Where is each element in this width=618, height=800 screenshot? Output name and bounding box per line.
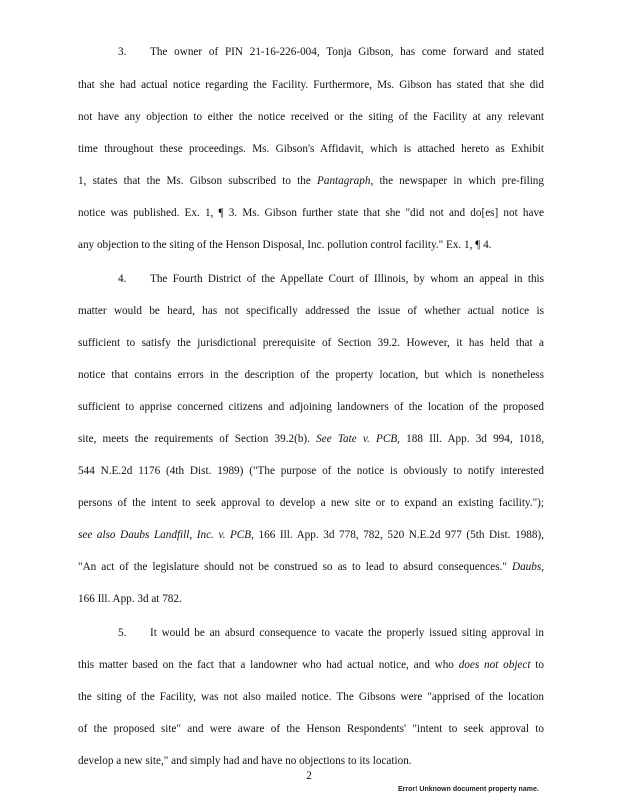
paragraph-5-number: 5. (118, 627, 127, 639)
paragraph-4-line-3: sufficient to satisfy the jurisdictional prerequisite of Section 39.2. However, it has held that a (78, 337, 544, 349)
page-number: 2 (306, 770, 312, 782)
emphasis-does-not-object: does not object (458, 659, 531, 671)
paragraph-3-line-5: 1, states that the Ms. Gibson subscribed to the Pantagraph, the newspaper in which pre-filing (78, 175, 544, 187)
footer-error-text: Error! Unknown document property name. (398, 786, 539, 793)
paragraph-5-line-3: the siting of the Facility, was not also mailed notice. The Gibsons were "apprised of the location (78, 691, 544, 703)
paragraph-3-line-4: time throughout these proceedings. Ms. Gibson's Affidavit, which is attached hereto as Exhibit (78, 143, 544, 155)
paragraph-4-line-6: site, meets the requirements of Section 39.2(b). See Tate v. PCB, 188 Ill. App. 3d 994, 1018, (78, 433, 545, 445)
paragraph-3-line-2: that she had actual notice regarding the Facility. Furthermore, Ms. Gibson has stated that she did (78, 79, 544, 91)
newspaper-name: Pantagraph (317, 175, 371, 187)
case-short-daubs: Daubs (511, 561, 542, 573)
paragraph-5-line-5: develop a new site," and simply had and have no objections to its location. (78, 755, 412, 767)
paragraph-4-line-8: persons of the intent to seek approval to develop a new site or to expand an existing facility."); (78, 497, 544, 509)
paragraph-5-line-2: this matter based on the fact that a landowner who had actual notice, and who does not object to (78, 659, 545, 671)
paragraph-3-line-7: any objection to the siting of the Henson Disposal, Inc. pollution control facility." Ex. 1, ¶ 4. (78, 239, 492, 251)
paragraph-5-line-4: of the proposed site" and were aware of the Henson Respondents' "intent to seek approval to (78, 723, 544, 735)
paragraph-4-line-2: matter would be heard, has not specifically addressed the issue of whether actual notice is (78, 305, 544, 317)
case-citation-tate: See Tate v. PCB (316, 433, 398, 445)
paragraph-4-line-4: notice that contains errors in the description of the property location, but which is nonetheless (78, 369, 544, 381)
paragraph-3-line-6: notice was published. Ex. 1, ¶ 3. Ms. Gibson further state that she "did not and do[es] not have (78, 207, 544, 219)
case-citation-daubs: see also Daubs Landfill, Inc. v. PCB (78, 529, 252, 541)
paragraph-4-line-9: see also Daubs Landfill, Inc. v. PCB, 166 Ill. App. 3d 778, 782, 520 N.E.2d 977 (5th Dist. 1988), (78, 529, 544, 541)
paragraph-4-line-5: sufficient to apprise concerned citizens and adjoining landowners of the location of the proposed (78, 401, 544, 413)
paragraph-3-line-1: 3. The owner of PIN 21-16-226-004, Tonja Gibson, has come forward and stated (118, 46, 544, 58)
paragraph-4-line-10: "An act of the legislature should not be construed so as to lead to absurd consequences." Daubs, (78, 561, 544, 573)
paragraph-3-line-3: not have any objection to either the notice received or the siting of the Facility at any relevant (78, 111, 544, 123)
paragraph-4-number: 4. (118, 273, 127, 285)
paragraph-4-line-1: 4. The Fourth District of the Appellate Court of Illinois, by whom an appeal in this (118, 273, 544, 285)
paragraph-4-line-11: 166 Ill. App. 3d at 782. (78, 593, 182, 605)
paragraph-3-number: 3. (118, 46, 127, 58)
paragraph-4-line-7: 544 N.E.2d 1176 (4th Dist. 1989) ("The purpose of the notice is obviously to notify interested (78, 465, 544, 477)
paragraph-5-line-1: 5. It would be an absurd consequence to vacate the properly issued siting approval in (118, 627, 544, 639)
